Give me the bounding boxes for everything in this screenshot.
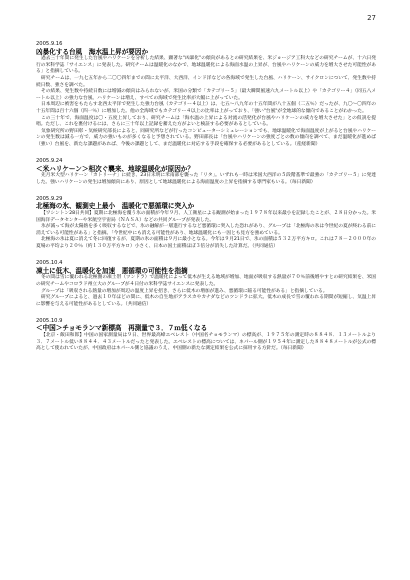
article-paragraph: 冬の間は雪に覆われる北極圏の凍土帯（ツンドラ）で温暖化によって低木が生える地域が増加、地面が吸収する熱量が７０％前後増やすとの研究結果を、米国の研究チームやコロラド州立大のグループが４日付の米科学誌サイエンスに発表した。 (36, 275, 376, 287)
page-number: 27 (367, 14, 376, 22)
article-headline: 凍土に低木、温暖化を加速 悪循環の可能性を指摘 (36, 266, 188, 275)
article-date: 2005.10.9 (36, 317, 63, 324)
article-paragraph: 気象研究所の野田彰・気候研究部長によると、同研究所などが行ったコンピューターシミュレーションでも、地球温暖化で海面温度が上がると台風やハリケーンの発生数は減る一方で、威力の強いものが多くなると予想されている。野田部長は「台風やハリケーンの強度ごとの数の傾向を調べて、まだ温暖化が進めば（強い）台風を、新たな課題があれば、今後の課題として、まだ温暖化に対応する手段を確保する必要があるとしている。（産経新聞） (36, 128, 376, 147)
article-date: 2005.9.29 (36, 195, 63, 202)
article-paragraph: 研究チームは、一九七五年から二〇〇四年までの間に太平洋、大西洋、インド洋などの各海域で発生した台風、ハリケーン、サイクロンについて、発生数や持続日数、強さを調べた。 (36, 75, 376, 88)
article-list (36, 41, 376, 362)
news-article (36, 196, 376, 251)
article-paragraph: 【北京・飯田和郎】中国の国家測量局は９日、世界最高峰エベレスト（中国名チョモランマ）の標高が、１９７５年の測定時の８８４８．１３メートルより３．７メートル低い８８４４．４３メートルだったと発表した。エベレストの標高については、ネパール側が１９５４年に測定した８８４８メートルが公式の標高として使われていたが、中国政府はネパール側と協議のうえ、中国側の新たな測定結果を公式に採用する方針だ。（毎日新聞） (36, 332, 376, 352)
news-article (36, 318, 376, 353)
article-paragraph: 北極海の氷は夏に消えて冬に回復するが、夏期の氷の面積は９月に最小となる。今年は９月21日で、氷の面積は５３２万平方キロ。これは７８－２０００年の夏場の平均より２０％（約１３０万平方キロ）小さく、日本の国土面積ほぼ３倍分が消失した計算だ。（共同通信） (36, 237, 376, 250)
article-paragraph: その結果、発生数や持続日数には増減の傾向はみられないが、米国の分類で「カテゴリー５」（最大瞬間風速六九メートル以上）や「カテゴリー４」（同五八メートル以上）の強力な台風、ハリケーンは増え、すべての海域で発生比率が大幅に上がっていた。 (36, 89, 376, 101)
article-paragraph: 先月米大型ハリケーン「カトリーナ」に続き、23日未明に米南部を襲った「リタ」。いずれも一時は米国大西洋の５段階基準で最強の「カテゴリー５」に発達した。強いハリケーンの発生は増加傾向にあり、原因として地球温暖化による海面温度の上昇を指摘する専門家もいる。（毎日新聞） (36, 173, 376, 185)
article-paragraph: グループは「吸収される熱量の増加が周辺の温度上昇を招き、さらに低木の増加が進み、悪循環に陥る可能性がある」と指摘している。 (41, 288, 328, 294)
article-paragraph: この三十年で、海面温度は〇・五度上昇しており、研究チームは「海水温の上昇による対流の活発化が台風やハリケーンの威力を増大させた」との仮説を提唱。ただし、これを裏付けるには、さらに三十年以上記録を蓄えた方がよいと検証する必要があるとしている。 (36, 115, 376, 128)
article-date: 2005.9.24 (36, 158, 63, 164)
article-paragraph: 過去三十年間に発生した台風やハリケーンを分析した結果、顕著な"凶暴化"の傾向があるとの研究結果を、米ジョージア工科大などの研究チームが、十六日発行の米科学誌「サイエンス」に発表した。研究チームは温暖化のなかで、地球温暖化による海面水温の上昇が、台風やハリケーンの威力を増大させた可能性がある」と指摘している。 (36, 56, 376, 75)
article-paragraph: 日本周辺に被害をもたらす北西太平洋で発生した強力台風（カテゴリー４以上）は、七五～八九年の十五年間が八十五個（二五％）だったが、九〇～〇四年の十五年間は百十六個（四一％）に増加した。他の全海域でもカテゴリー４以上の比率は上がっており、「強い"台風"が全地球的な傾向であることがわかった。 (36, 102, 376, 114)
article-paragraph: 【ワシントン28日共同】夏期に北極海を覆う氷の面積が今年９月、人工衛星による観測が始まった１９７８年以来最小を記録したことが、２８日分かった。米国海洋データセンターや米航空宇宙局（ＮＡＳＡ）などの共同グループが発表した。 (36, 211, 376, 223)
news-article (36, 260, 376, 308)
news-article (36, 41, 376, 149)
article-headline: 凶暴化する台風 海水温上昇が要因か (36, 47, 149, 56)
article-headline: ＜米ハリケーン＞相次ぐ襲来、地球温暖化が原因か？ (36, 164, 194, 173)
article-paragraph: 氷が減って海が太陽熱を多く吸収するなどで、氷の融解が一層進行するなど悪循環に突入した恐れがあり、グループは「北極海の氷は今世紀の夏が終わる前に消えている可能性がある」と指摘。「今世紀中にも消える可能性があり、地球温暖化にも一因とも見方を強めている。 (36, 224, 376, 236)
article-headline: ＜中国＞チョモランマ新標高 再測量で３．７ｍ低くなる (36, 324, 208, 333)
news-article (36, 158, 376, 186)
article-date: 2005.10.4 (36, 260, 63, 267)
article-paragraph: 研究グループによると、過去１０年ほどの間に、低木の自生地がアラスカやカナダなどのツンドラに拡大。低木の成長で雪の覆われる期間が短縮し、気温上昇に影響を与える可能性があるとしている。（共同通信） (36, 295, 376, 307)
article-headline: 北極海の氷、観測史上最小 温暖化で悪循環に突入か (36, 202, 195, 211)
article-date: 2005.9.16 (36, 41, 63, 47)
